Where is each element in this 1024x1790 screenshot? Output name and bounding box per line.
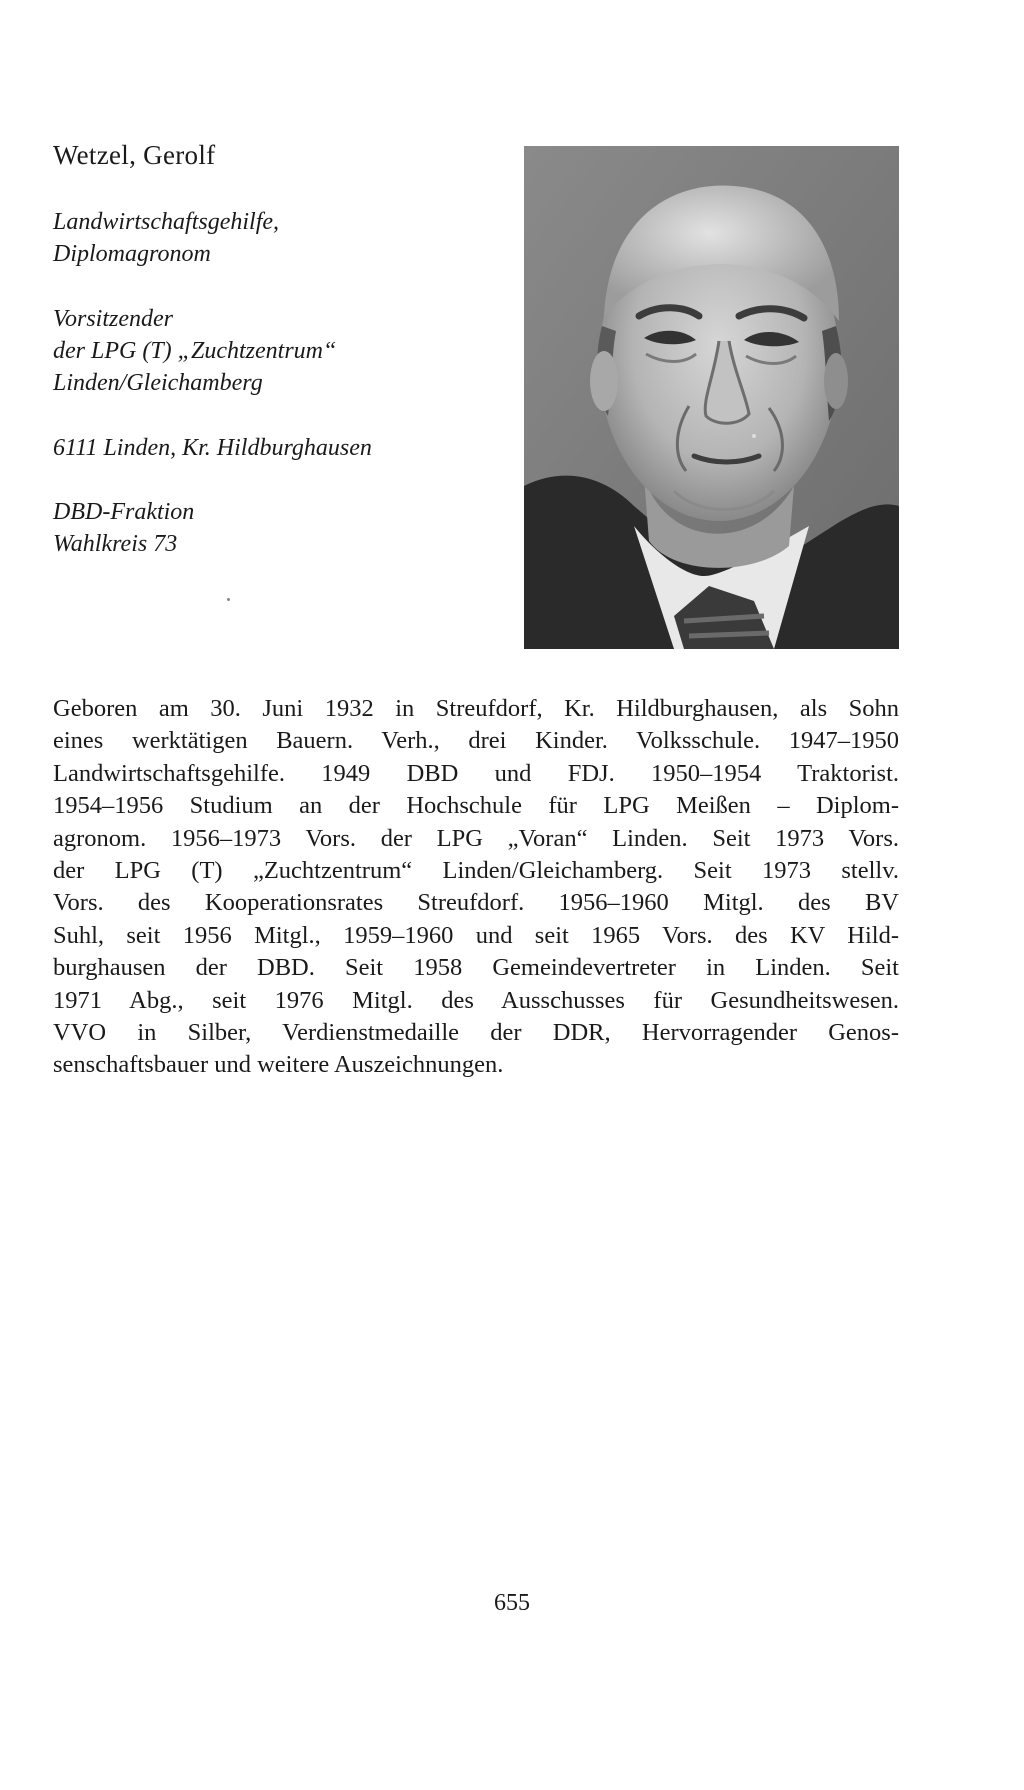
occupation-line: Landwirtschaftsgehilfe,	[53, 209, 280, 235]
biography-line: eines werktätigen Bauern. Verh., drei Kinder. Volksschule. 1947–1950	[53, 727, 899, 755]
biography-line: agronom. 1956–1973 Vors. der LPG „Voran“ Linden. Seit 1973 Vors.	[53, 824, 899, 852]
biography-line: 1954–1956 Studium an der Hochschule für LPG Meißen – Diplom-	[53, 792, 899, 820]
occupation-block	[53, 206, 279, 270]
page-number: 655	[494, 1590, 530, 1616]
biography-line: der LPG (T) „Zuchtzentrum“ Linden/Gleichamberg. Seit 1973 stellv.	[53, 857, 899, 885]
biography-line: senschaftsbauer und weitere Auszeichnungen.	[53, 1051, 504, 1079]
position-line: der LPG (T) „Zuchtzentrum“	[53, 338, 337, 364]
biography-line: Geboren am 30. Juni 1932 in Streufdorf, Kr. Hildburghausen, als Sohn	[53, 695, 899, 722]
portrait-photo	[524, 146, 899, 649]
biography-line: burghausen der DBD. Seit 1958 Gemeindevertreter in Linden. Seit	[53, 954, 899, 982]
address-block	[53, 432, 372, 464]
biography-line: 1971 Abg., seit 1976 Mitgl. des Ausschusses für Gesundheitswesen.	[53, 986, 899, 1014]
faction-line: Wahlkreis 73	[53, 531, 178, 557]
person-name: Wetzel, Gerolf	[53, 140, 216, 170]
biography-line: Landwirtschaftsgehilfe. 1949 DBD und FDJ. 1950–1954 Traktorist.	[53, 759, 899, 787]
faction-line: DBD-Fraktion	[53, 499, 195, 525]
position-line: Vorsitzender	[53, 306, 173, 332]
faction-block	[53, 496, 194, 560]
occupation-line: Diplomagronom	[53, 241, 211, 267]
biography-text	[53, 693, 899, 1082]
position-block	[53, 303, 336, 399]
print-speck	[227, 598, 230, 601]
biography-line: Vors. des Kooperationsrates Streufdorf. 1956–1960 Mitgl. des BV	[53, 889, 899, 917]
address-line: 6111 Linden, Kr. Hildburghausen	[53, 435, 372, 461]
position-line: Linden/Gleichamberg	[53, 370, 263, 396]
biography-line: Suhl, seit 1956 Mitgl., 1959–1960 und seit 1965 Vors. des KV Hild-	[53, 921, 899, 949]
biography-line: VVO in Silber, Verdienstmedaille der DDR, Hervorragender Genos-	[53, 1019, 899, 1047]
